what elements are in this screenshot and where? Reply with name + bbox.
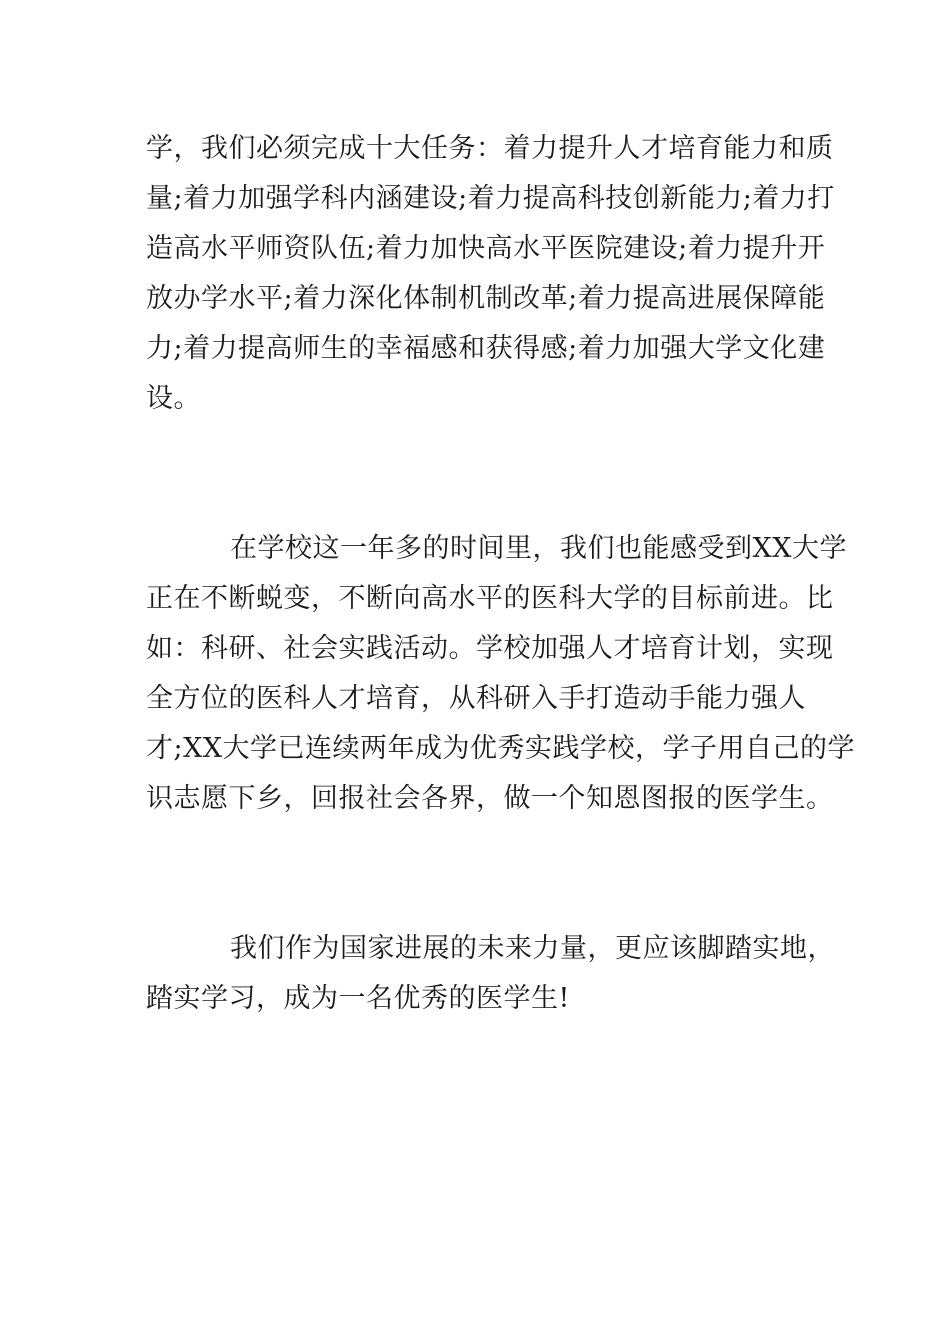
text-line: 正在不断蜕变，不断向高水平的医科大学的目标前进。比	[146, 583, 834, 614]
text-line: 我们作为国家进展的未来力量，更应该脚踏实地，	[230, 933, 835, 964]
text-line: 学，我们必须完成十大任务：着力提升人才培育能力和质	[146, 133, 834, 164]
text-line: 踏实学习，成为一名优秀的医学生!	[146, 983, 570, 1014]
text-line: 力;着力提高师生的幸福感和获得感;着力加强大学文化建	[146, 333, 826, 364]
text-line: 才;XX大学已连续两年成为优秀实践学校，学子用自己的学	[146, 733, 856, 764]
paragraph-ten-tasks	[146, 124, 835, 424]
text-line: 如：科研、社会实践活动。学校加强人才培育计划，实现	[146, 633, 834, 664]
paragraph-school-progress	[146, 524, 856, 824]
text-line: 全方位的医科人才培育，从科研入手打造动手能力强人	[146, 683, 806, 714]
text-line: 量;着力加强学科内涵建设;着力提高科技创新能力;着力打	[146, 183, 835, 214]
text-line: 在学校这一年多的时间里，我们也能感受到XX大学	[230, 533, 847, 564]
text-line: 设。	[146, 383, 201, 414]
paragraph-conclusion	[146, 924, 835, 1024]
text-line: 识志愿下乡，回报社会各界，做一个知恩图报的医学生。	[146, 783, 834, 814]
text-line: 放办学水平;着力深化体制机制改革;着力提高进展保障能	[146, 283, 826, 314]
text-line: 造高水平师资队伍;着力加快高水平医院建设;着力提升开	[146, 233, 826, 264]
